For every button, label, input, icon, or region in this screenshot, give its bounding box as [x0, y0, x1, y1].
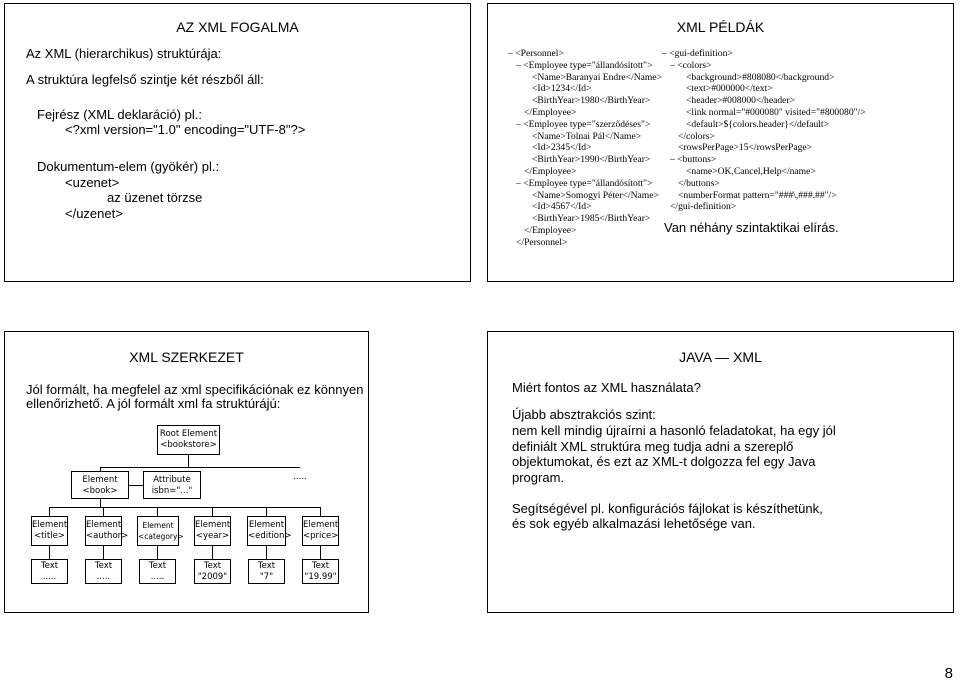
- slide-title: AZ XML FOGALMA: [176, 19, 299, 35]
- code-line: <numberFormat pattern="###\,###.##"/>: [678, 189, 837, 201]
- slide-title: JAVA — XML: [679, 349, 762, 365]
- node-type-label: Element: [195, 520, 231, 530]
- tree-connector: [103, 546, 104, 559]
- header-part: Fejrész (XML deklaráció) pl.:: [37, 107, 202, 122]
- node-type-label: Element: [32, 520, 68, 530]
- year-element-node: [194, 516, 231, 546]
- page-number: 8: [944, 665, 953, 682]
- tree-connector: [157, 507, 158, 516]
- gui-definition-xml-code: [662, 48, 866, 213]
- well-formed-line-1: Jól formált, ha megfelel az xml specifikációnak ez könnyen: [26, 382, 364, 397]
- node-value-label: "2009": [197, 572, 228, 582]
- code-line: <background>#808080</background>: [686, 71, 835, 83]
- node-type-label: Text: [257, 561, 276, 571]
- slide-xml-szerkezet: [4, 331, 369, 613]
- node-type-label: Text: [148, 561, 167, 571]
- tree-connector: [266, 546, 267, 559]
- tree-connector: [103, 507, 104, 516]
- tree-connector: [100, 467, 300, 468]
- code-line: <rowsPerPage>15</rowsPerPage>: [678, 142, 813, 154]
- node-type-label: Element: [303, 520, 339, 530]
- price-text-node: [302, 559, 339, 584]
- code-line: <Id>4567</Id>: [532, 201, 592, 213]
- config-files-line-2: és sok egyéb alkalmazási lehetősége van.: [512, 516, 756, 531]
- node-value-label: isbn="...": [151, 486, 193, 496]
- code-line: <Name>Baranyai Endre</Name>: [532, 71, 663, 83]
- abstraction-line-2: definiált XML struktúra meg tudja adni a szereplő: [512, 439, 794, 454]
- tree-connector: [49, 507, 50, 516]
- why-xml-question: Miért fontos az XML használata?: [512, 380, 701, 395]
- message-body: az üzenet törzse: [107, 190, 203, 205]
- node-type-label: Text: [311, 561, 330, 571]
- node-value-label: "19.99": [304, 572, 337, 582]
- tree-connector: [188, 455, 189, 467]
- code-line: – <gui-definition>: [662, 48, 733, 59]
- code-line: </buttons>: [678, 177, 720, 189]
- node-type-label: Text: [94, 561, 113, 571]
- code-line: – <Employee type="állandósított">: [516, 177, 653, 189]
- tree-connector: [266, 507, 267, 516]
- node-value-label: <year>: [195, 531, 230, 541]
- node-value-label: <bookstore>: [160, 440, 217, 450]
- node-value-label: <author>: [86, 531, 129, 541]
- tree-connector: [320, 546, 321, 559]
- slide-title: XML PÉLDÁK: [676, 19, 765, 35]
- code-line: <default>${colors.header}</default>: [686, 118, 829, 130]
- abstraction-line-3: objektumokat, és ezt az XML-t dolgozza fel egy Java: [512, 454, 816, 469]
- code-line: </Employee>: [524, 165, 577, 177]
- syntax-error-note: Van néhány szintaktikai elírás.: [664, 220, 839, 235]
- price-element-node: [302, 516, 339, 546]
- code-line: </Employee>: [524, 224, 577, 236]
- node-value-label: "7": [259, 572, 274, 582]
- node-value-label: <edition>: [248, 531, 292, 541]
- node-value-label: <price>: [303, 531, 339, 541]
- title-text-node: [31, 559, 68, 584]
- code-line: <Id>2345</Id>: [532, 142, 592, 154]
- node-value-label: <category>: [138, 532, 184, 541]
- well-formed-line-2: ellenőrizhető. A jól formált xml fa struktúrájú:: [26, 396, 281, 411]
- structure-intro: A struktúra legfelső szintje két részből áll:: [26, 72, 264, 87]
- code-line: <Id>1234</Id>: [532, 83, 592, 95]
- node-type-label: Element: [142, 521, 174, 530]
- more-elements-ellipsis: .....: [277, 472, 323, 486]
- abstraction-heading: Újabb absztrakciós szint:: [512, 407, 656, 422]
- xml-declaration-example: <?xml version="1.0" encoding="UTF-8"?>: [65, 122, 306, 137]
- code-line: <link normal="#000080" visited="#800080"/>: [686, 106, 866, 118]
- code-line: <name>OK,Cancel,Help</name>: [686, 165, 816, 177]
- edition-element-node: [247, 516, 292, 546]
- code-line: <header>#008000</header>: [686, 95, 796, 107]
- node-value-label: .....: [42, 572, 57, 582]
- slide-title: XML SZERKEZET: [129, 349, 244, 365]
- code-line: </gui-definition>: [670, 201, 737, 213]
- tree-connector: [212, 507, 213, 516]
- tree-connector: [49, 507, 320, 508]
- code-line: – <Personnel>: [508, 48, 564, 59]
- tree-connector: [320, 507, 321, 516]
- node-type-label: Attribute: [153, 475, 191, 485]
- root-open-tag: <uzenet>: [65, 175, 120, 190]
- document-element: Dokumentum-elem (gyökér) pl.:: [37, 159, 220, 174]
- code-line: – <Employee type="szerződéses">: [516, 118, 651, 130]
- node-value-label: .....: [150, 572, 165, 582]
- node-type-label: Element: [82, 475, 118, 485]
- root-close-tag: </uzenet>: [65, 206, 123, 221]
- node-type-label: Element: [86, 520, 122, 530]
- code-line: <text>#000000</text>: [686, 83, 773, 95]
- code-line: </Personnel>: [516, 236, 568, 248]
- tree-connector: [212, 546, 213, 559]
- code-line: </colors>: [678, 130, 715, 142]
- code-line: <Name>Tolnai Pál</Name>: [532, 130, 642, 142]
- config-files-line-1: Segítségével pl. konfigurációs fájlokat is készíthetünk,: [512, 501, 823, 516]
- code-line: <BirthYear>1980</BirthYear>: [532, 95, 651, 107]
- node-type-label: Element: [248, 520, 285, 530]
- code-line: <Name>Somogyi Péter</Name>: [532, 189, 659, 201]
- node-value-label: <title>: [34, 531, 65, 541]
- slide-xml-fogalma: [4, 3, 471, 282]
- year-text-node: [194, 559, 231, 584]
- node-type-label: Text: [203, 561, 222, 571]
- slide-java-xml: [487, 331, 954, 613]
- code-line: – <Employee type="állandósított">: [516, 59, 653, 71]
- structure-heading: Az XML (hierarchikus) struktúrája:: [26, 46, 222, 61]
- node-value-label: <book>: [82, 486, 118, 496]
- book-element-node: [71, 471, 129, 499]
- edition-text-node: [248, 559, 285, 584]
- tree-connector: [100, 499, 101, 507]
- abstraction-line-1: nem kell mindig újraírni a hasonló feladatokat, ha egy jól: [512, 423, 836, 438]
- category-text-node: [139, 559, 176, 584]
- author-text-node: [85, 559, 122, 584]
- author-element-node: [85, 516, 129, 546]
- code-line: </Employee>: [524, 106, 577, 118]
- title-element-node: [31, 516, 68, 546]
- root-element-node: [157, 425, 220, 455]
- personnel-xml-code: [508, 48, 662, 249]
- tree-connector: [157, 546, 158, 559]
- code-line: <BirthYear>1985</BirthYear>: [532, 213, 651, 225]
- code-line: <BirthYear>1990</BirthYear>: [532, 154, 651, 166]
- code-line: – <colors>: [670, 59, 712, 71]
- node-value-label: .....: [96, 572, 111, 582]
- tree-connector: [49, 546, 50, 559]
- abstraction-line-4: program.: [512, 470, 565, 485]
- isbn-attribute-node: [143, 471, 201, 499]
- node-type-label: Root Element: [159, 429, 218, 439]
- node-type-label: Text: [40, 561, 59, 571]
- category-element-node: [137, 516, 184, 546]
- slide-xml-peldak: [487, 3, 954, 282]
- code-line: – <buttons>: [670, 154, 717, 166]
